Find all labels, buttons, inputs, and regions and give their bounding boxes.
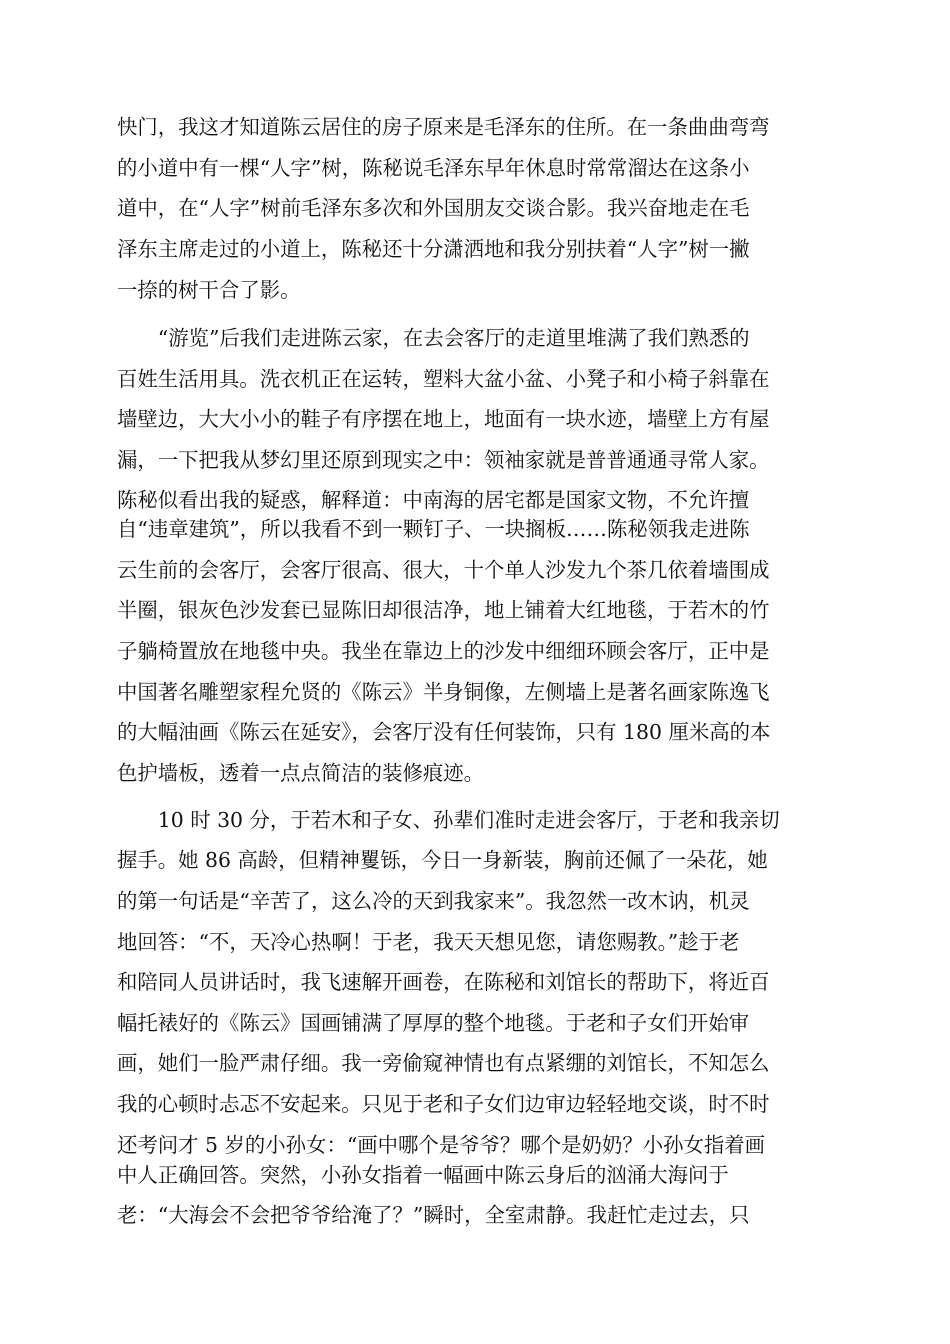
text-line: “游览”后我们走进陈云家，在去会客厅的走道里堆满了我们熟悉的 (117, 326, 750, 350)
text-line: 陈秘似看出我的疑惑，解释道：中南海的居宅都是国家文物，不允许擅 (117, 488, 750, 512)
text-line: 自“违章建筑”，所以我看不到一颗钉子、一块搁板……陈秘领我走进陈 (117, 517, 750, 541)
text-line: 云生前的会客厅，会客厅很高、很大，十个单人沙发九个茶几依着墙围成 (117, 558, 770, 582)
text-line: 漏，一下把我从梦幻里还原到现实之中：领袖家就是普普通通寻常人家。 (117, 448, 770, 472)
text-line: 老：“大海会不会把爷爷给淹了？”瞬时，全室肃静。我赶忙走过去，只 (117, 1203, 750, 1227)
text-line: 子躺椅置放在地毯中央。我坐在靠边上的沙发中细细环顾会客厅，正中是 (117, 639, 770, 663)
text-line: 道中，在“人字”树前毛泽东多次和外国朋友交谈合影。我兴奋地走在毛 (117, 196, 750, 220)
text-line: 的第一句话是“辛苦了，这么冷的天到我家来”。我忽然一改木讷，机灵 (117, 889, 750, 913)
text-line: 还考问才 5 岁的小孙女：“画中哪个是爷爷？哪个是奶奶？小孙女指着画 (117, 1133, 766, 1157)
text-line: 地回答：“不，天冷心热啊！于老，我天天想见您，请您赐教。”趁于老 (117, 930, 740, 954)
text-line: 色护墙板，透着一点点简洁的装修痕迹。 (117, 761, 485, 785)
text-line: 的大幅油画《陈云在延安》，会客厅没有任何装饰，只有 180 厘米高的本 (117, 720, 771, 744)
text-line: 一捺的树干合了影。 (117, 278, 301, 302)
text-line: 泽东主席走过的小道上，陈秘还十分潇洒地和我分别扶着“人字”树一撇 (117, 237, 750, 261)
text-line: 画，她们一脸严肃仔细。我一旁偷窥神情也有点紧绷的刘馆长，不知怎么 (117, 1051, 770, 1075)
text-line: 我的心顿时忐忑不安起来。只见于老和子女们边审边轻轻地交谈，时不时 (117, 1092, 770, 1116)
text-line: 半圈，银灰色沙发套已显陈旧却很洁净，地上铺着大红地毯，于若木的竹 (117, 598, 770, 622)
text-line: 中国著名雕塑家程允贤的《陈云》半身铜像，左侧墙上是著名画家陈逸飞 (117, 680, 770, 704)
text-line: 10 时 30 分，于若木和子女、孙辈们准时走进会客厅，于老和我亲切 (117, 808, 780, 832)
text-line: 百姓生活用具。洗衣机正在运转，塑料大盆小盆、小凳子和小椅子斜靠在 (117, 367, 770, 391)
text-line: 的小道中有一棵“人字”树，陈秘说毛泽东早年休息时常常溜达在这条小 (117, 156, 750, 180)
text-line: 握手。她 86 高龄，但精神矍铄，今日一身新装，胸前还佩了一朵花，她 (117, 848, 768, 872)
text-line: 墙壁边，大大小小的鞋子有序摆在地上，地面有一块水迹，墙壁上方有屋 (117, 407, 770, 431)
text-line: 中人正确回答。突然，小孙女指着一幅画中陈云身后的汹涌大海问于 (117, 1163, 729, 1187)
text-line: 幅托裱好的《陈云》国画铺满了厚厚的整个地毯。于老和子女们开始审 (117, 1011, 750, 1035)
text-line: 快门，我这才知道陈云居住的房子原来是毛泽东的住所。在一条曲曲弯弯 (117, 115, 770, 139)
text-line: 和陪同人员讲话时，我飞速解开画卷，在陈秘和刘馆长的帮助下，将近百 (117, 970, 770, 994)
